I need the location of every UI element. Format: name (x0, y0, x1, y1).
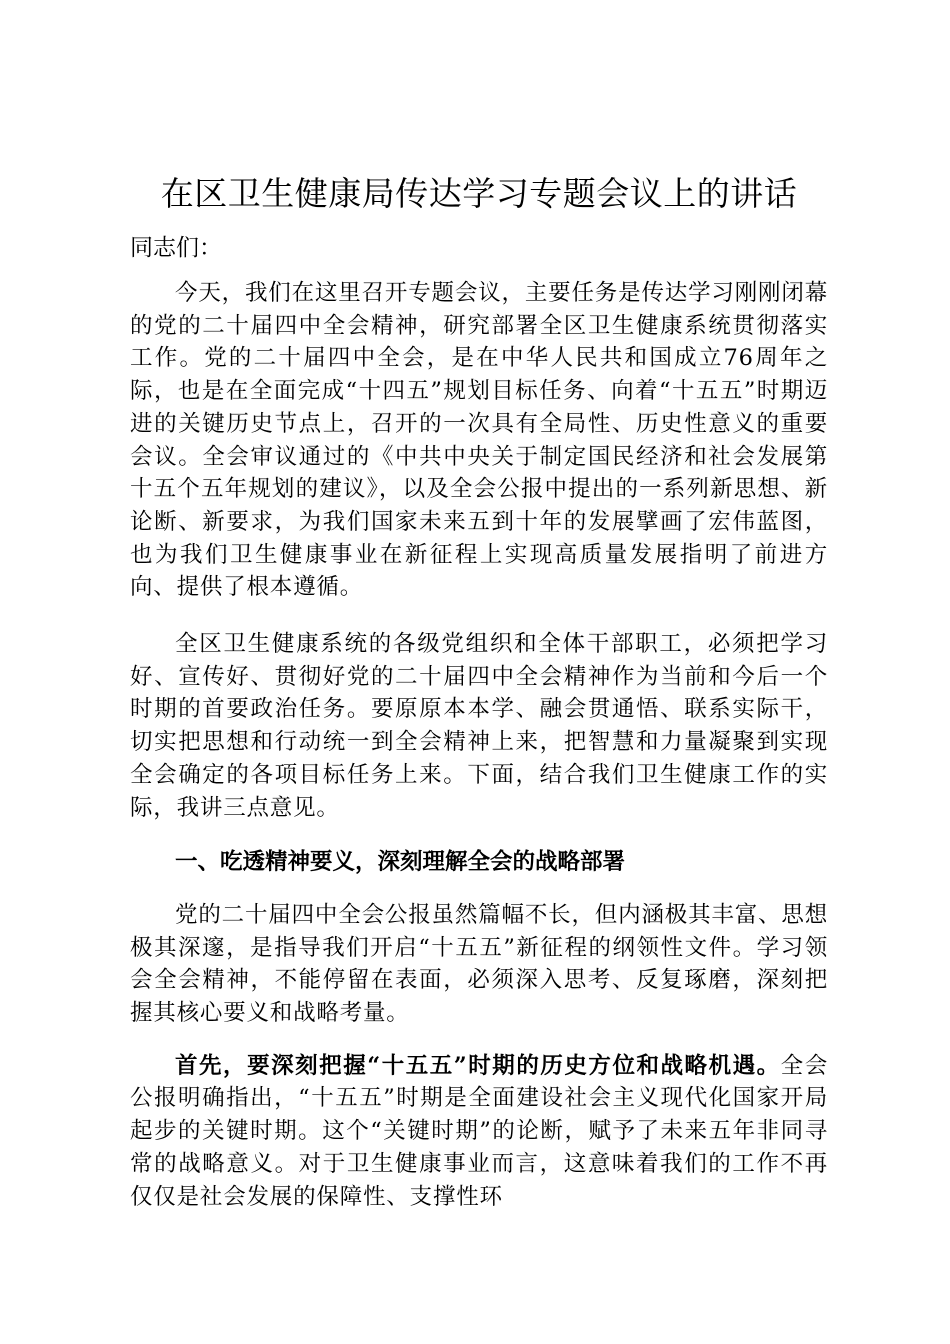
paragraph-body-text: 全会公报明确指出，“十五五”时期是全面建设社会主义现代化国家开局起步的关键时期。这个“关键时期”的论断，赋予了未来五年非同寻常的战略意义。对于卫生健康事业而言，这意味着我们的工作不再仅仅是社会发展的保障性、支撑性环 (130, 1052, 829, 1210)
section-heading-1: 一、吃透精神要义，深刻理解全会的战略部署 (175, 849, 626, 876)
paragraph-task: 全区卫生健康系统的各级党组织和全体干部职工，必须把学习好、宣传好、贯彻好党的二十届四中全会精神作为当前和今后一个时期的首要政治任务。要原原本本学、融会贯通悟、联系实际干，切实把思想和行动统一到全会精神上来，把智慧和力量凝聚到实现全会确定的各项目标任务上来。下面，结合我们卫生健康工作的实际，我讲三点意见。 (130, 631, 828, 821)
paragraph-section-1-intro: 党的二十届四中全会公报虽然篇幅不长，但内涵极其丰富、思想极其深邃，是指导我们开启“十五五”新征程的纲领性文件。学习领会全会精神，不能停留在表面，必须深入思考、反复琢磨，深刻把握其核心要义和战略考量。 (130, 901, 828, 1027)
salutation: 同志们： (130, 235, 222, 261)
document-page (130, 168, 828, 1213)
paragraph-opening: 今天，我们在这里召开专题会议，主要任务是传达学习刚刚闭幕的党的二十届四中全会精神，研究部署全区卫生健康系统贯彻落实工作。党的二十届四中全会，是在中华人民共和国成立76周年之际，也是在全面完成“十四五”规划目标任务、向着“十五五”时期迈进的关键历史节点上，召开的一次具有全局性、历史性意义的重要会议。全会审议通过的《中共中央关于制定国民经济和社会发展第十五个五年规划的建议》，以及全会公报中提出的一系列新思想、新论断、新要求，为我们国家未来五到十年的发展擘画了宏伟蓝图，也为我们卫生健康事业在新征程上实现高质量发展指明了前进方向、提供了根本遵循。 (130, 280, 828, 601)
paragraph-section-1-first (130, 1050, 828, 1214)
document-title: 在区卫生健康局传达学习专题会议上的讲话 (160, 174, 798, 213)
paragraph-lead-sentence: 首先，要深刻把握“十五五”时期的历史方位和战略机遇。 (175, 1052, 781, 1079)
